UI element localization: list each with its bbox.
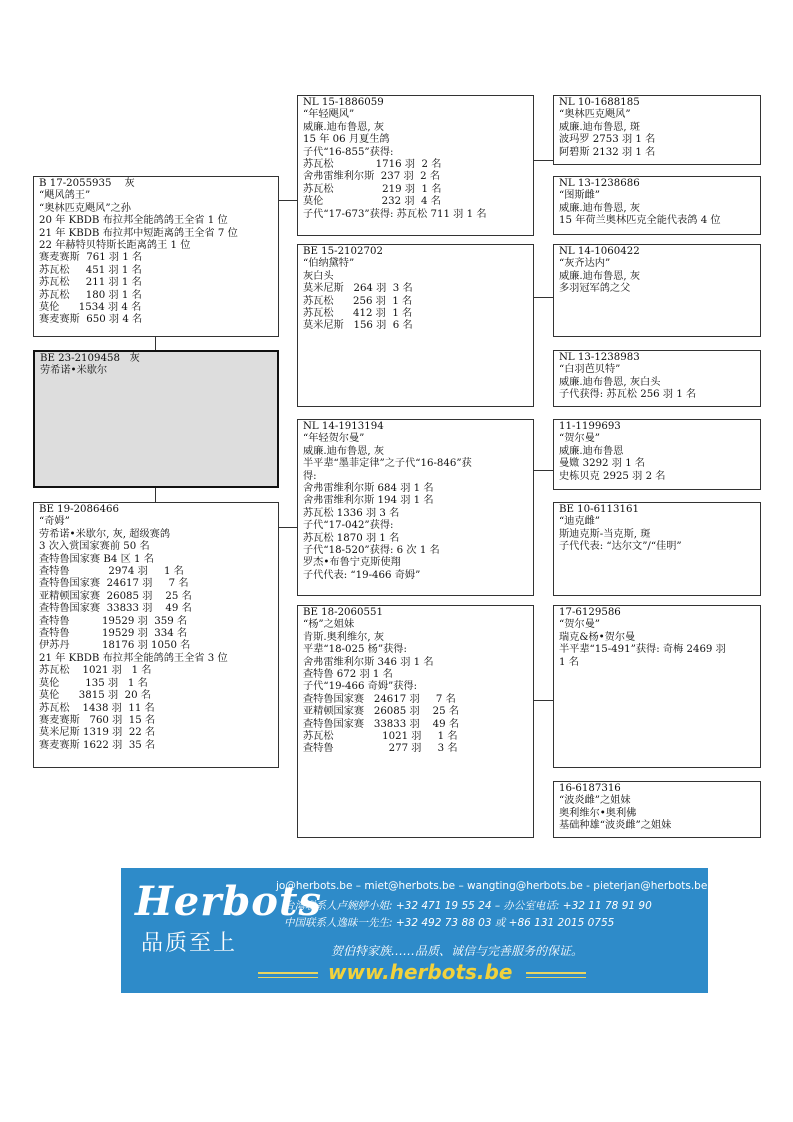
pedigree-line: 子代“16-855”获得:: [303, 146, 394, 158]
pedigree-line: BE 19-2086466: [39, 504, 119, 515]
pedigree-line: 21 年 KBDB 布拉邦全能鸽鸽王全省 3 位: [39, 652, 228, 664]
pedigree-line: 波玛罗 2753 羽 1 名: [559, 134, 656, 146]
pedigree-line: 查特鲁 2974 羽 1 名: [39, 566, 184, 578]
contact-phone-taiwan: 台湾联系人卢婉婷小姐: +32 471 19 55 24 – 办公室电话: +32 11 78 91 90: [284, 900, 652, 912]
pedigree-line: 威廉.迪布鲁恩: [559, 445, 624, 457]
pedigree-line: NL 13-1238983: [559, 352, 640, 363]
pedigree-line: 子代获得: 苏瓦松 256 羽 1 名: [559, 389, 697, 401]
pedigree-line: “迪克雌”: [559, 516, 600, 528]
pedigree-line: 罗杰•布鲁宁克斯使翔: [303, 557, 401, 569]
pedigree-line: 苏瓦松 180 羽 1 名: [39, 289, 142, 301]
pedigree-line: 子代代表: “19-466 奇姆”: [303, 569, 421, 581]
pedigree-sss: [553, 95, 761, 165]
pedigree-line: 苏瓦松 1021 羽 1 名: [303, 731, 458, 743]
decor-line: [258, 972, 318, 974]
pedigree-line: 1 名: [559, 656, 579, 668]
pedigree-ddd: [553, 781, 761, 838]
connector: [533, 700, 553, 701]
pedigree-line: 15 年 06 月夏生鸽: [303, 134, 390, 146]
herbots-logo: Herbots: [135, 878, 322, 925]
pedigree-line: 查特鲁国家赛 24617 羽 7 名: [303, 693, 456, 705]
pedigree-line: 苏瓦松 451 羽 1 名: [39, 264, 142, 276]
pedigree-line: 奥利维尔•奥利佛: [559, 807, 637, 819]
pedigree-line: NL 14-1913194: [303, 421, 384, 432]
pedigree-line: 21 年 KBDB 布拉邦中短距离鸽王全省 7 位: [39, 227, 238, 239]
pedigree-line: 威廉.迪布鲁恩, 灰: [559, 270, 641, 282]
pedigree-line: “年轻飓风”: [303, 109, 355, 121]
pedigree-line: 灰白头: [303, 270, 334, 282]
pedigree-line: 苏瓦松 1336 羽 3 名: [303, 507, 400, 519]
pedigree-line: 赛麦赛斯 1622 羽 35 名: [39, 739, 156, 751]
pedigree-line: 舍弗雷维利尔斯 194 羽 1 名: [303, 495, 434, 507]
pedigree-sire-dam: [297, 244, 534, 407]
pedigree-line: 查特鲁 277 羽 3 名: [303, 743, 458, 755]
pedigree-line: NL 15-1886059: [303, 97, 384, 108]
pedigree-ssd: [553, 176, 761, 235]
pedigree-line: 得:: [303, 470, 317, 482]
pedigree-line: 查特鲁国家赛 33833 羽 49 名: [303, 718, 460, 730]
pedigree-line: “图斯雌”: [559, 190, 600, 202]
pedigree-dds: [553, 605, 761, 768]
connector: [533, 470, 553, 471]
pedigree-line: 赛麦赛斯 650 羽 4 名: [39, 314, 143, 326]
pedigree-line: 威廉.迪布鲁恩, 斑: [559, 121, 641, 133]
herbots-banner: [121, 868, 708, 993]
pedigree-line: 苏瓦松 219 羽 1 名: [303, 183, 442, 195]
pedigree-line: 莫伦 232 羽 4 名: [303, 196, 441, 208]
connector: [278, 200, 297, 201]
pedigree-line: 劳希诺•米歇尔: [40, 365, 108, 377]
pedigree-line: 莫伦 3815 羽 20 名: [39, 690, 152, 702]
pedigree-line: “白羽芭贝特”: [559, 364, 621, 376]
pedigree-line: 莫米尼斯 1319 羽 22 名: [39, 727, 156, 739]
pedigree-line: 舍弗雷维利尔斯 346 羽 1 名: [303, 656, 434, 668]
pedigree-line: 子代“17-042”获得:: [303, 520, 394, 532]
contact-phone-china: 中国联系人逸昧一先生: +32 492 73 88 03 或 +86 131 2015 0755: [284, 917, 615, 929]
pedigree-line: 子代“19-466 奇姆”获得:: [303, 681, 418, 693]
pedigree-dam-dam: [297, 605, 534, 838]
decor-line: [526, 977, 586, 978]
pedigree-line: “波炎雌”之姐妹: [559, 795, 631, 807]
pedigree-line: 基础种雄“波炎雌”之姐妹: [559, 820, 672, 832]
pedigree-dam-sire: [297, 419, 534, 596]
pedigree-line: 斯迪克斯-当克斯, 斑: [559, 528, 651, 540]
pedigree-line: “飓风鸽王”: [39, 190, 91, 202]
pedigree-line: BE 10-6113161: [559, 504, 639, 515]
pedigree-line: 劳希诺•米歇尔, 灰, 超级赛鸽: [39, 528, 171, 540]
pedigree-line: 威廉.迪布鲁恩, 灰: [303, 445, 385, 457]
pedigree-line: 阿碧斯 2132 羽 1 名: [559, 146, 656, 158]
pedigree-line: “年轻贺尔曼”: [303, 433, 365, 445]
pedigree-line: BE 23-2109458 灰: [40, 353, 140, 364]
connector: [533, 160, 553, 161]
decor-line: [258, 977, 318, 978]
pedigree-line: 半平辈“墨菲定律”之子代“16-846”获: [303, 458, 472, 470]
pedigree-line: 舍弗雷维利尔斯 684 羽 1 名: [303, 483, 434, 495]
pedigree-line: 15 年荷兰奥林匹克全能代表鸽 4 位: [559, 215, 721, 227]
pedigree-line: NL 14-1060422: [559, 246, 640, 257]
pedigree-line: BE 15-2102702: [303, 246, 383, 257]
pedigree-line: 查特鲁国家赛 33833 羽 49 名: [39, 603, 192, 615]
pedigree-line: 子代代表: “达尔文”/“佳明”: [559, 541, 682, 553]
pedigree-line: 苏瓦松 1438 羽 11 名: [39, 702, 155, 714]
pedigree-dam: [33, 502, 279, 768]
pedigree-dsd: [553, 502, 761, 596]
pedigree-line: 苏瓦松 1716 羽 2 名: [303, 159, 442, 171]
pedigree-line: 苏瓦松 1021 羽 1 名: [39, 665, 152, 677]
pedigree-line: “杨”之姐妹: [303, 619, 355, 631]
pedigree-line: 查特鲁 672 羽 1 名: [303, 669, 393, 681]
pedigree-line: 查特鲁国家赛 B4 区 1 名: [39, 553, 154, 565]
slogan: 品质至上: [141, 931, 238, 956]
connector: [278, 527, 297, 528]
pedigree-dss: [553, 419, 761, 490]
pedigree-line: 子代“18-520”获得: 6 次 1 名: [303, 545, 440, 557]
pedigree-line: “伯纳黛特”: [303, 258, 355, 270]
website-link[interactable]: www.herbots.be: [328, 960, 513, 984]
pedigree-line: 赛麦赛斯 760 羽 15 名: [39, 714, 156, 726]
pedigree-line: 舍弗雷维利尔斯 237 羽 2 名: [303, 171, 441, 183]
pedigree-line: 11-1199693: [559, 421, 621, 432]
pedigree-line: “奥林匹克飓风”之孙: [39, 202, 131, 214]
pedigree-sds: [553, 244, 761, 337]
pedigree-line: 3 次入赏国家赛前 50 名: [39, 541, 150, 553]
pedigree-line: 17-6129586: [559, 607, 621, 618]
pedigree-line: 查特鲁国家赛 24617 羽 7 名: [39, 578, 189, 590]
pedigree-line: 肯斯.奥利维尔, 灰: [303, 631, 385, 643]
pedigree-line: 苏瓦松 211 羽 1 名: [39, 277, 142, 289]
pedigree-line: B 17-2055935 灰: [39, 178, 135, 189]
pedigree-sdd: [553, 350, 761, 407]
pedigree-line: 半平辈“15-491”获得: 奇梅 2469 羽: [559, 644, 726, 656]
pedigree-line: 苏瓦松 1870 羽 1 名: [303, 532, 400, 544]
pedigree-line: “贺尔曼”: [559, 619, 600, 631]
pedigree-line: “奇姆”: [39, 516, 70, 528]
connector: [533, 297, 553, 298]
pedigree-line: 查特鲁 19529 羽 359 名: [39, 615, 188, 627]
pedigree-line: “贺尔曼”: [559, 433, 600, 445]
pedigree-sire-sire: [297, 95, 534, 236]
pedigree-line: 子代“17-673”获得: 苏瓦松 711 羽 1 名: [303, 208, 487, 220]
pedigree-line: 曼媺 3292 羽 1 名: [559, 458, 646, 470]
pedigree-line: 亚精顿国家赛 26085 羽 25 名: [39, 590, 192, 602]
pedigree-subject: [33, 350, 279, 488]
pedigree-line: 赛麦赛斯 761 羽 1 名: [39, 252, 143, 264]
pedigree-line: NL 13-1238686: [559, 178, 640, 189]
pedigree-line: 史栋贝克 2925 羽 2 名: [559, 470, 666, 482]
decor-line: [526, 972, 586, 974]
pedigree-line: 平辈“18-025 杨”获得:: [303, 644, 407, 656]
pedigree-line: BE 18-2060551: [303, 607, 383, 618]
pedigree-line: 22 年赫特贝特斯长距离鸽王 1 位: [39, 240, 191, 252]
pedigree-line: “奥林匹克飓风”: [559, 109, 631, 121]
pedigree-line: 威廉.迪布鲁恩, 灰: [303, 121, 385, 133]
pedigree-line: 查特鲁 19529 羽 334 名: [39, 628, 188, 640]
pedigree-line: 威廉.迪布鲁恩, 灰: [559, 202, 641, 214]
pedigree-line: NL 10-1688185: [559, 97, 640, 108]
pedigree-line: 亚精顿国家赛 26085 羽 25 名: [303, 706, 460, 718]
pedigree-line: 苏瓦松 256 羽 1 名: [303, 295, 413, 307]
contact-emails[interactable]: jo@herbots.be – miet@herbots.be – wangting@herbots.be - pieterjan@herbots.be: [276, 880, 708, 892]
pedigree-line: 20 年 KBDB 布拉邦全能鸽鸽王全省 1 位: [39, 215, 228, 227]
pedigree-line: 苏瓦松 412 羽 1 名: [303, 308, 413, 320]
guarantee-text: 贺伯特家族……品质、诚信与完善服务的保证。: [331, 944, 584, 958]
connector: [155, 337, 156, 351]
connector: [155, 487, 156, 503]
pedigree-line: 伊苏丹 18176 羽 1050 名: [39, 640, 191, 652]
pedigree-sire: [33, 176, 279, 337]
pedigree-line: 威廉.迪布鲁恩, 灰白头: [559, 376, 661, 388]
pedigree-line: “灰齐达内”: [559, 258, 611, 270]
pedigree-line: 莫米尼斯 156 羽 6 名: [303, 320, 413, 332]
pedigree-line: 16-6187316: [559, 783, 621, 794]
pedigree-line: 多羽冠军鸽之父: [559, 283, 631, 295]
pedigree-line: 莫伦 1534 羽 4 名: [39, 302, 142, 314]
pedigree-line: 莫米尼斯 264 羽 3 名: [303, 283, 413, 295]
pedigree-line: 莫伦 135 羽 1 名: [39, 677, 148, 689]
pedigree-line: 瑞克&杨•贺尔曼: [559, 631, 636, 643]
